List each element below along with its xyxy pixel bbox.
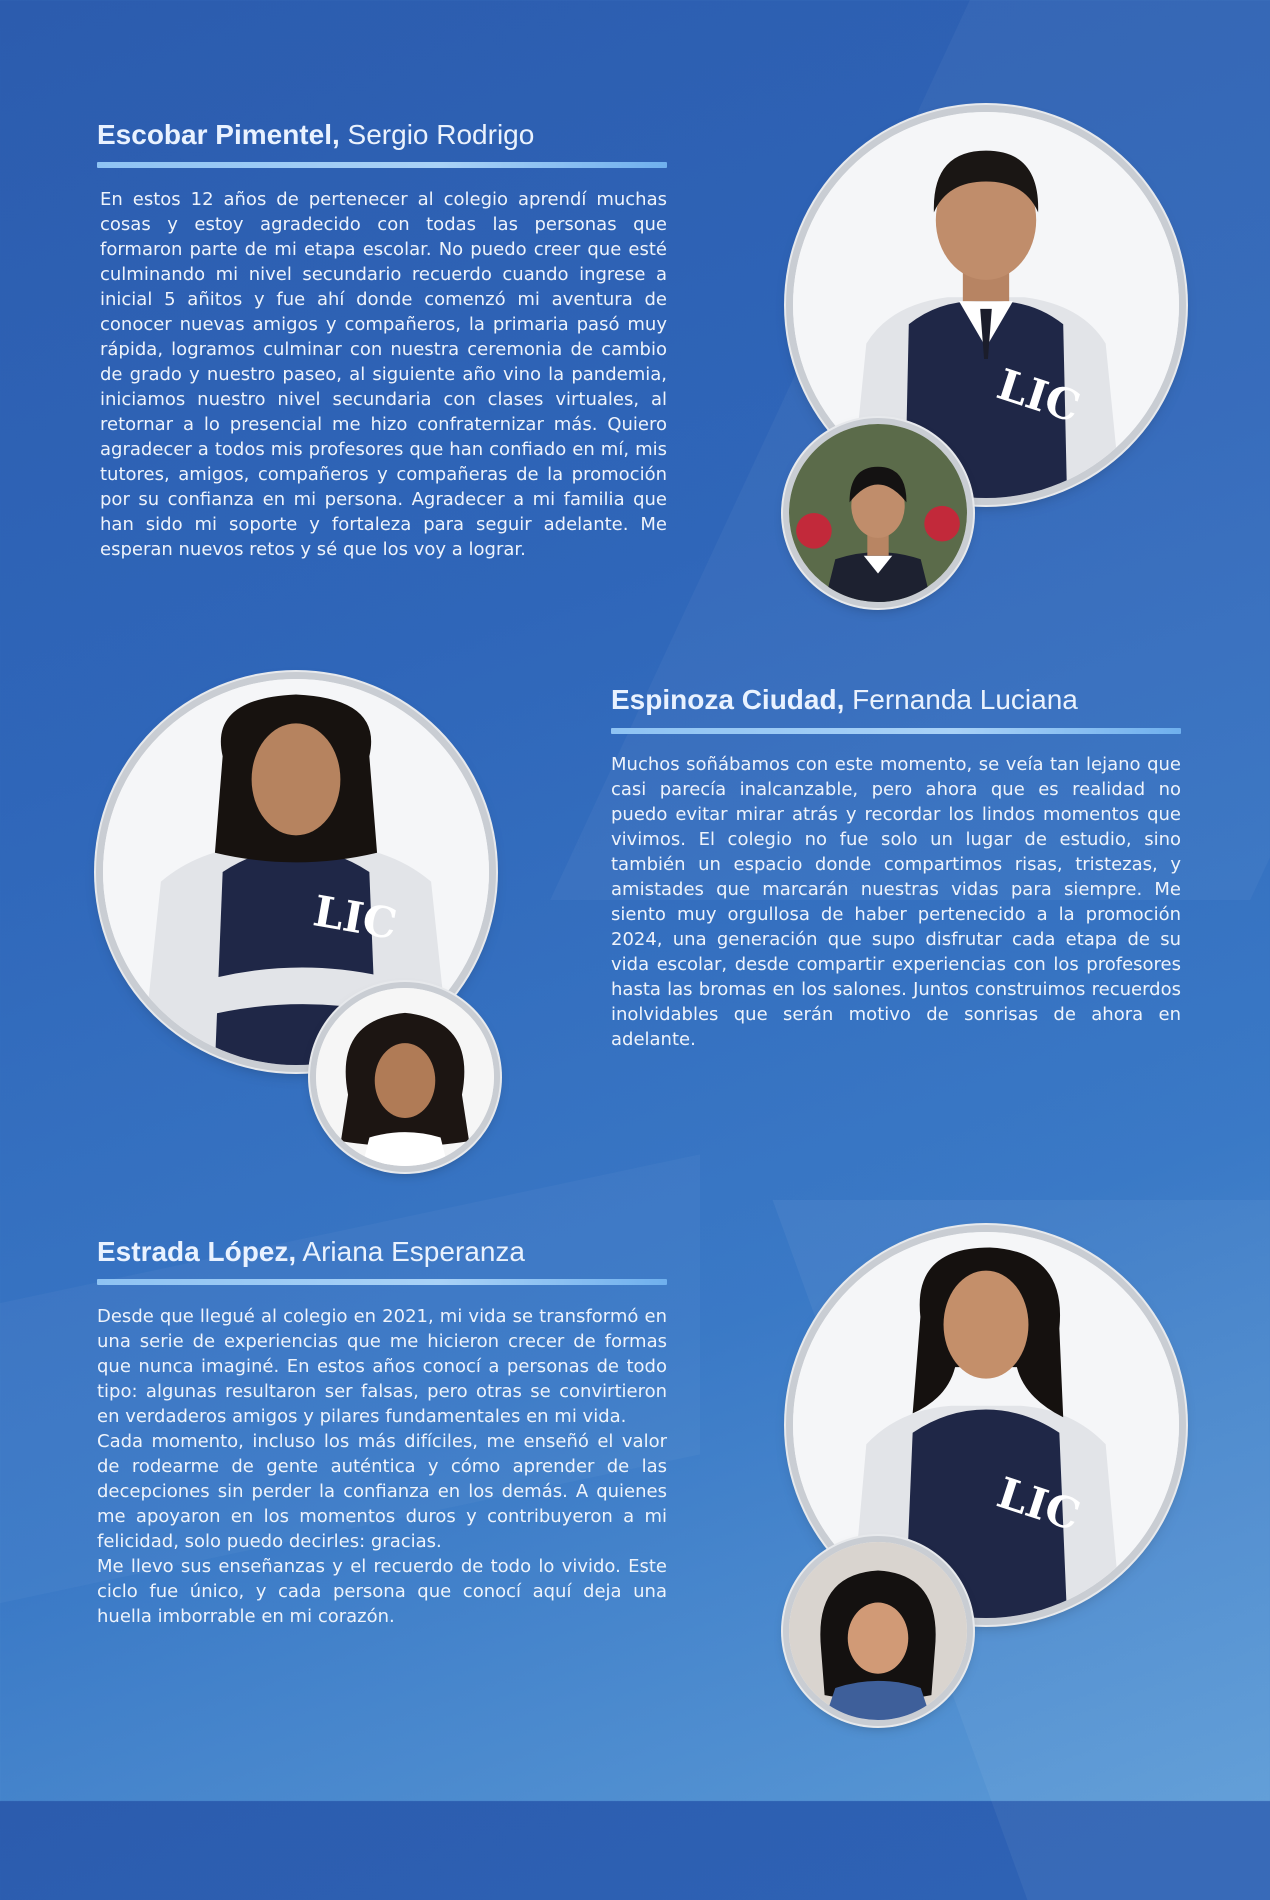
student-surname: Espinoza Ciudad,	[611, 684, 845, 715]
student-name	[97, 118, 534, 152]
student-given-names: Fernanda Luciana	[852, 684, 1078, 715]
student-surname: Estrada López,	[97, 1236, 297, 1267]
student-given-names: Sergio Rodrigo	[347, 119, 535, 150]
name-underline	[97, 162, 667, 168]
student-bio: Muchos soñábamos con este momento, se veía tan lejano que casi parecía inalcanzable, pero ahora que es realidad no puedo evitar mirar atrás y recordar los lindos momentos que vivimos. El colegio no fue solo un lugar de estudio, sino también un espacio donde compartimos risas, tristezas, y amistades que marcarán nuestras vidas para siempre. Me siento muy orgullosa de haber pertenecido a la promoción 2024, una generación que supo disfrutar cada etapa de su vida escolar, desde compartir experiencias con los profesores hasta las bromas en los salones. Juntos construimos recuerdos inolvidables que serán motivo de sonrisas de ahora en adelante.	[611, 754, 1181, 1050]
svg-text:LIC: LIC	[991, 359, 1086, 433]
student-given-names: Ariana Esperanza	[302, 1236, 525, 1267]
student-name	[97, 1235, 525, 1269]
student-bio: Desde que llegué al colegio en 2021, mi vida se transformó en una serie de experiencias que me hicieron crecer de formas que nunca imaginé. En estos años conocí a personas de todo tipo: algunas resultaron ser falsas, pero otras se convirtieron en verdaderos amigos y pilares fundamentales en mi vida. Cada momento, incluso los más difíciles, me enseñó el valor de rodearme de gente auténtica y cómo aprender de las decepciones sin perder la confianza en los demás. A quienes me apoyaron en los momentos duros y contribuyeron a mi felicidad, solo puedo decirles: gracias. Me llevo sus enseñanzas y el recuerdo de todo lo vivido. Este ciclo fue único, y cada persona que conocí aquí deja una huella imborrable en mi corazón.	[97, 1306, 667, 1627]
childhood-photo	[789, 1542, 967, 1720]
svg-text:LIC: LIC	[991, 1468, 1086, 1542]
svg-text:LIC: LIC	[309, 886, 401, 951]
childhood-photo	[789, 424, 967, 602]
name-underline	[97, 1279, 667, 1285]
name-underline	[611, 728, 1181, 734]
student-bio: En estos 12 años de pertenecer al colegio aprendí muchas cosas y estoy agradecido con todas las personas que formaron parte de mi etapa escolar. No puedo creer que esté culminando mi nivel secundario recuerdo cuando ingrese a inicial 5 añitos y fue ahí donde comenzó mi aventura de conocer nuevas amigos y compañeros, la primaria pasó muy rápida, logramos culminar con nuestra ceremonia de cambio de grado y nuestro paseo, al siguiente año vino la pandemia, iniciamos nuestro nivel secundaria con clases virtuales, al retornar a lo presencial me hizo confraternizar más. Quiero agradecer a todos mis profesores que han confiado en mí, mis tutores, amigos, compañeros y compañeras de la promoción por su confianza en mi persona. Agradecer a mi familia que han sido mi soporte y fortaleza para seguir adelante. Me esperan nuevos retos y sé que los voy a lograr.	[100, 189, 667, 560]
student-name	[611, 683, 1078, 717]
childhood-photo	[316, 988, 494, 1166]
student-surname: Escobar Pimentel,	[97, 119, 340, 150]
